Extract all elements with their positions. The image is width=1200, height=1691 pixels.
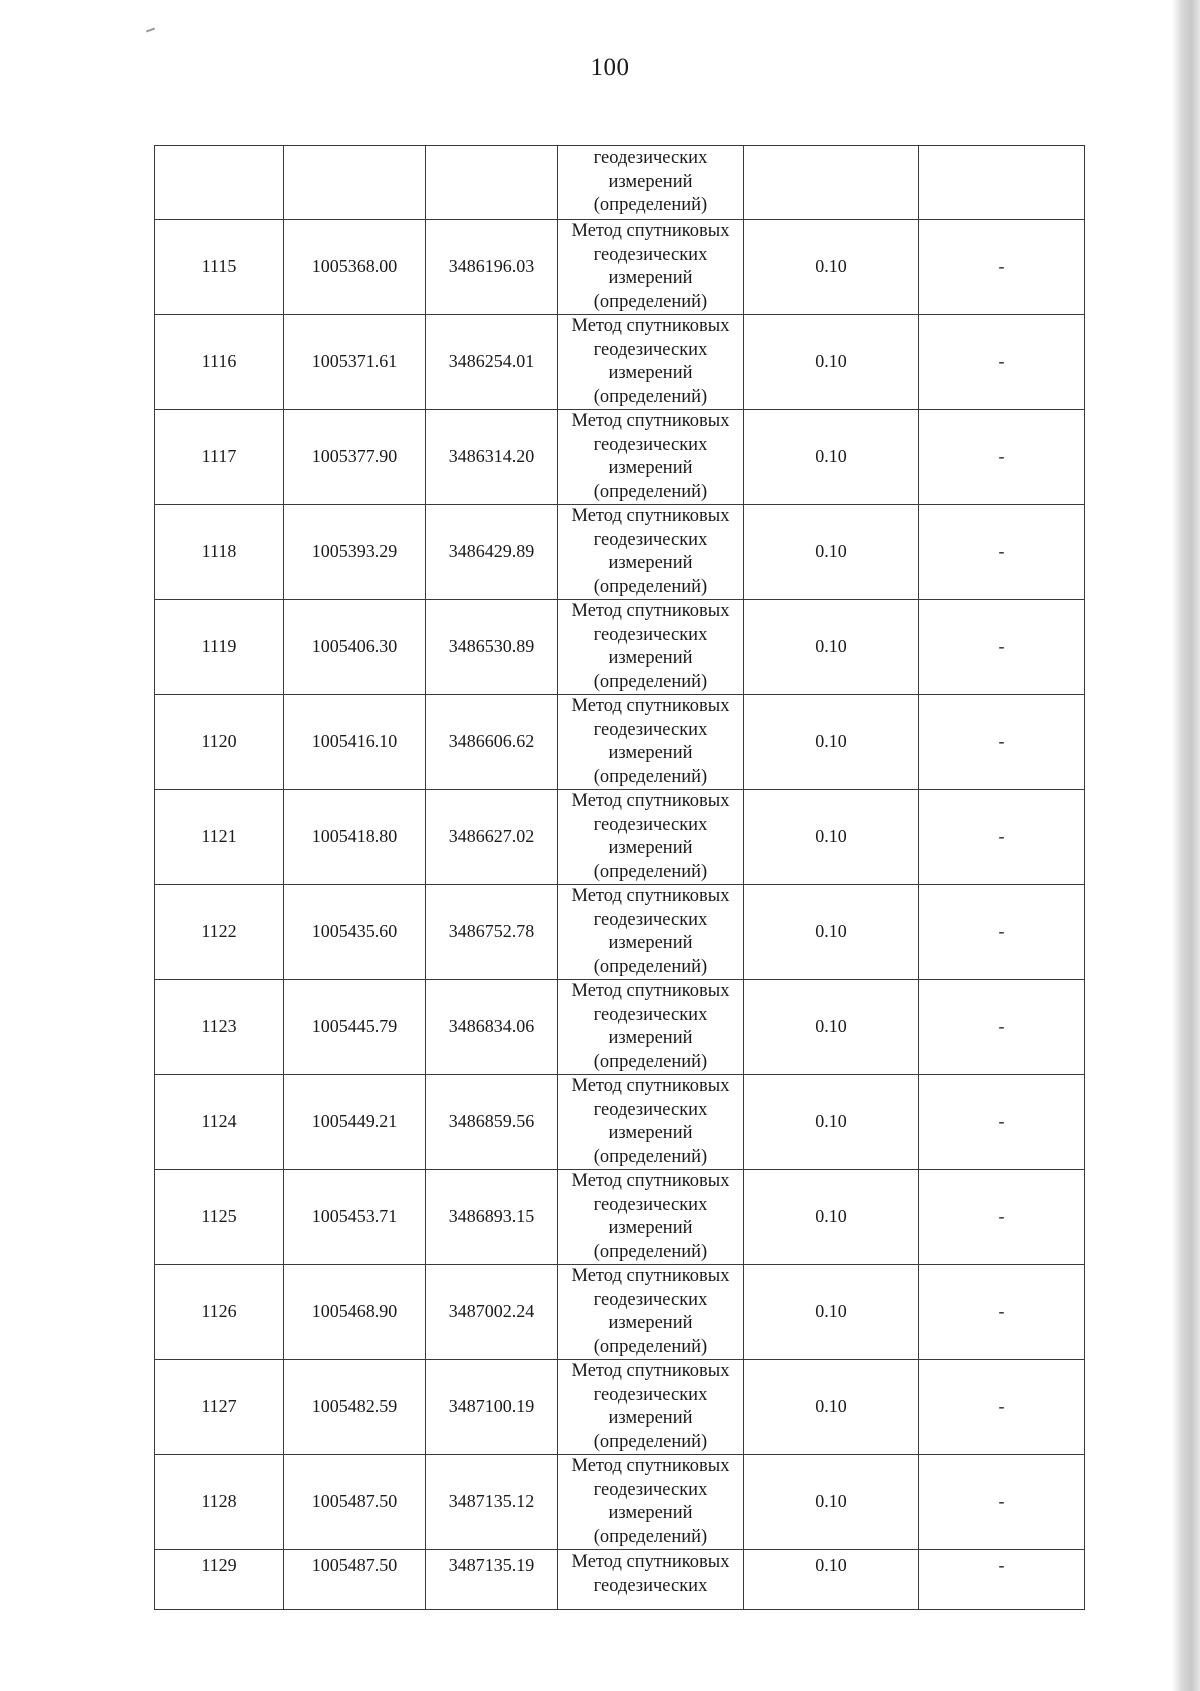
table-row: [155, 410, 1085, 505]
accuracy-cell: 0.10: [744, 1265, 919, 1360]
method-line: измерений: [608, 1218, 693, 1238]
extra-cell: -: [919, 695, 1085, 790]
table-row: [155, 1170, 1085, 1265]
scan-edge-shadow: [1172, 0, 1200, 1691]
method-line: измерений: [608, 1123, 693, 1143]
y-coordinate-cell: [426, 146, 558, 220]
point-number-cell: [155, 146, 284, 220]
x-coordinate-cell: 1005418.80: [284, 790, 426, 885]
method-line: измерений: [608, 363, 693, 383]
y-coordinate-cell: 3486627.02: [426, 790, 558, 885]
y-coordinate-cell: 3486752.78: [426, 885, 558, 980]
method-line: (определений): [593, 576, 708, 597]
point-number-cell: 1120: [155, 695, 284, 790]
x-coordinate-cell: 1005393.29: [284, 505, 426, 600]
extra-cell: -: [919, 505, 1085, 600]
table-row: [155, 600, 1085, 695]
x-coordinate-cell: 1005449.21: [284, 1075, 426, 1170]
accuracy-cell: 0.10: [744, 1170, 919, 1265]
method-line: измерений: [608, 1408, 693, 1428]
y-coordinate-cell: 3486834.06: [426, 980, 558, 1075]
point-number-cell: 1119: [155, 600, 284, 695]
extra-cell: [919, 146, 1085, 220]
method-line: геодезических: [593, 1575, 708, 1596]
method-cell: [558, 1360, 744, 1455]
accuracy-cell: 0.10: [744, 505, 919, 600]
extra-cell: -: [919, 980, 1085, 1075]
method-cell: [558, 410, 744, 505]
method-line: Метод спутниковых: [571, 1076, 730, 1096]
method-line: (определений): [593, 1146, 708, 1167]
method-cell: [558, 600, 744, 695]
method-line: (определений): [593, 1241, 708, 1262]
method-line: геодезических: [593, 814, 708, 835]
method-line: Метод спутниковых: [571, 1361, 730, 1381]
point-number-cell: 1121: [155, 790, 284, 885]
method-line: Метод спутниковых: [571, 886, 730, 906]
method-line: геодезических: [593, 719, 708, 740]
extra-cell: -: [919, 1550, 1085, 1610]
method-line: (определений): [593, 1431, 708, 1452]
method-line: Метод спутниковых: [571, 221, 730, 241]
method-line: (определений): [593, 956, 708, 977]
method-line: (определений): [593, 386, 708, 407]
point-number-cell: 1129: [155, 1550, 284, 1610]
method-line: (определений): [593, 1336, 708, 1357]
accuracy-cell: 0.10: [744, 980, 919, 1075]
page-number: 100: [590, 54, 630, 81]
method-line: (определений): [593, 195, 708, 216]
accuracy-cell: 0.10: [744, 315, 919, 410]
method-line: геодезических: [593, 434, 708, 455]
coordinates-table-wrapper: [154, 145, 1084, 1596]
x-coordinate-cell: 1005435.60: [284, 885, 426, 980]
method-line: измерений: [608, 648, 693, 668]
method-line: измерений: [608, 743, 693, 763]
extra-cell: -: [919, 315, 1085, 410]
method-line: геодезических: [593, 1004, 708, 1025]
extra-cell: -: [919, 1265, 1085, 1360]
x-coordinate-cell: 1005487.50: [284, 1550, 426, 1610]
table-row: [155, 1265, 1085, 1360]
method-cell: [558, 505, 744, 600]
method-cell: [558, 146, 744, 220]
extra-cell: -: [919, 1360, 1085, 1455]
y-coordinate-cell: 3486254.01: [426, 315, 558, 410]
method-line: геодезических: [593, 1194, 708, 1215]
y-coordinate-cell: 3487135.19: [426, 1550, 558, 1610]
method-cell: [558, 980, 744, 1075]
method-line: (определений): [593, 766, 708, 787]
table-row: [155, 1075, 1085, 1170]
method-cell: [558, 1075, 744, 1170]
accuracy-cell: 0.10: [744, 220, 919, 315]
method-line: геодезических: [593, 339, 708, 360]
method-cell: [558, 315, 744, 410]
method-cell: [558, 695, 744, 790]
method-line: геодезических: [593, 148, 708, 169]
method-line: Метод спутниковых: [571, 1456, 730, 1476]
method-line: геодезических: [593, 1099, 708, 1120]
y-coordinate-cell: 3486196.03: [426, 220, 558, 315]
point-number-cell: 1124: [155, 1075, 284, 1170]
extra-cell: -: [919, 1170, 1085, 1265]
method-line: (определений): [593, 481, 708, 502]
accuracy-cell: 0.10: [744, 695, 919, 790]
extra-cell: -: [919, 790, 1085, 885]
y-coordinate-cell: 3486859.56: [426, 1075, 558, 1170]
method-line: Метод спутниковых: [571, 601, 730, 621]
y-coordinate-cell: 3486429.89: [426, 505, 558, 600]
method-line: Метод спутниковых: [571, 696, 730, 716]
accuracy-cell: 0.10: [744, 1455, 919, 1550]
table-row: [155, 980, 1085, 1075]
method-line: измерений: [608, 553, 693, 573]
method-line: измерений: [608, 458, 693, 478]
accuracy-cell: 0.10: [744, 790, 919, 885]
table-row: [155, 505, 1085, 600]
method-line: Метод спутниковых: [571, 1171, 730, 1191]
method-line: измерений: [608, 171, 693, 192]
y-coordinate-cell: 3486530.89: [426, 600, 558, 695]
x-coordinate-cell: 1005406.30: [284, 600, 426, 695]
method-line: (определений): [593, 291, 708, 312]
method-line: измерений: [608, 838, 693, 858]
table-row: [155, 790, 1085, 885]
accuracy-cell: 0.10: [744, 600, 919, 695]
accuracy-cell: 0.10: [744, 1075, 919, 1170]
table-row-cut-off: [155, 1550, 1085, 1610]
y-coordinate-cell: 3486893.15: [426, 1170, 558, 1265]
extra-cell: -: [919, 1075, 1085, 1170]
method-cell: [558, 790, 744, 885]
y-coordinate-cell: 3487002.24: [426, 1265, 558, 1360]
table-row: [155, 1360, 1085, 1455]
point-number-cell: 1118: [155, 505, 284, 600]
method-line: Метод спутниковых: [571, 1552, 730, 1572]
method-cell: [558, 1455, 744, 1550]
x-coordinate-cell: 1005445.79: [284, 980, 426, 1075]
table-row: [155, 885, 1085, 980]
method-line: Метод спутниковых: [571, 981, 730, 1001]
coordinates-table: [154, 145, 1085, 1610]
point-number-cell: 1127: [155, 1360, 284, 1455]
method-line: (определений): [593, 1051, 708, 1072]
point-number-cell: 1126: [155, 1265, 284, 1360]
table-row: [155, 220, 1085, 315]
x-coordinate-cell: 1005487.50: [284, 1455, 426, 1550]
table-row: [155, 315, 1085, 410]
x-coordinate-cell: 1005377.90: [284, 410, 426, 505]
method-line: измерений: [608, 1028, 693, 1048]
y-coordinate-cell: 3487135.12: [426, 1455, 558, 1550]
x-coordinate-cell: 1005416.10: [284, 695, 426, 790]
extra-cell: -: [919, 885, 1085, 980]
accuracy-cell: 0.10: [744, 885, 919, 980]
point-number-cell: 1128: [155, 1455, 284, 1550]
x-coordinate-cell: [284, 146, 426, 220]
scan-mark: [146, 28, 155, 33]
method-line: (определений): [593, 671, 708, 692]
method-line: Метод спутниковых: [571, 791, 730, 811]
method-line: геодезических: [593, 624, 708, 645]
x-coordinate-cell: 1005482.59: [284, 1360, 426, 1455]
method-line: (определений): [593, 861, 708, 882]
accuracy-cell: 0.10: [744, 1550, 919, 1610]
method-cell: [558, 1170, 744, 1265]
method-cell: [558, 220, 744, 315]
table-row: [155, 695, 1085, 790]
method-line: (определений): [593, 1526, 708, 1547]
y-coordinate-cell: 3486606.62: [426, 695, 558, 790]
y-coordinate-cell: 3486314.20: [426, 410, 558, 505]
method-line: Метод спутниковых: [571, 506, 730, 526]
method-cell: [558, 1265, 744, 1360]
method-line: геодезических: [593, 1479, 708, 1500]
method-line: измерений: [608, 1503, 693, 1523]
point-number-cell: 1122: [155, 885, 284, 980]
x-coordinate-cell: 1005468.90: [284, 1265, 426, 1360]
table-row-continued: [155, 146, 1085, 220]
x-coordinate-cell: 1005371.61: [284, 315, 426, 410]
method-line: геодезических: [593, 244, 708, 265]
y-coordinate-cell: 3487100.19: [426, 1360, 558, 1455]
method-line: измерений: [608, 268, 693, 288]
method-line: измерений: [608, 1313, 693, 1333]
table-row: [155, 1455, 1085, 1550]
method-cell: [558, 1550, 744, 1610]
point-number-cell: 1123: [155, 980, 284, 1075]
accuracy-cell: [744, 146, 919, 220]
point-number-cell: 1116: [155, 315, 284, 410]
accuracy-cell: 0.10: [744, 1360, 919, 1455]
method-line: Метод спутниковых: [571, 316, 730, 336]
x-coordinate-cell: 1005453.71: [284, 1170, 426, 1265]
method-line: Метод спутниковых: [571, 411, 730, 431]
method-line: геодезических: [593, 529, 708, 550]
extra-cell: -: [919, 600, 1085, 695]
method-line: измерений: [608, 933, 693, 953]
extra-cell: -: [919, 220, 1085, 315]
point-number-cell: 1117: [155, 410, 284, 505]
method-line: геодезических: [593, 1289, 708, 1310]
extra-cell: -: [919, 1455, 1085, 1550]
x-coordinate-cell: 1005368.00: [284, 220, 426, 315]
method-line: Метод спутниковых: [571, 1266, 730, 1286]
point-number-cell: 1115: [155, 220, 284, 315]
accuracy-cell: 0.10: [744, 410, 919, 505]
method-line: геодезических: [593, 1384, 708, 1405]
point-number-cell: 1125: [155, 1170, 284, 1265]
extra-cell: -: [919, 410, 1085, 505]
method-cell: [558, 885, 744, 980]
method-line: геодезических: [593, 909, 708, 930]
